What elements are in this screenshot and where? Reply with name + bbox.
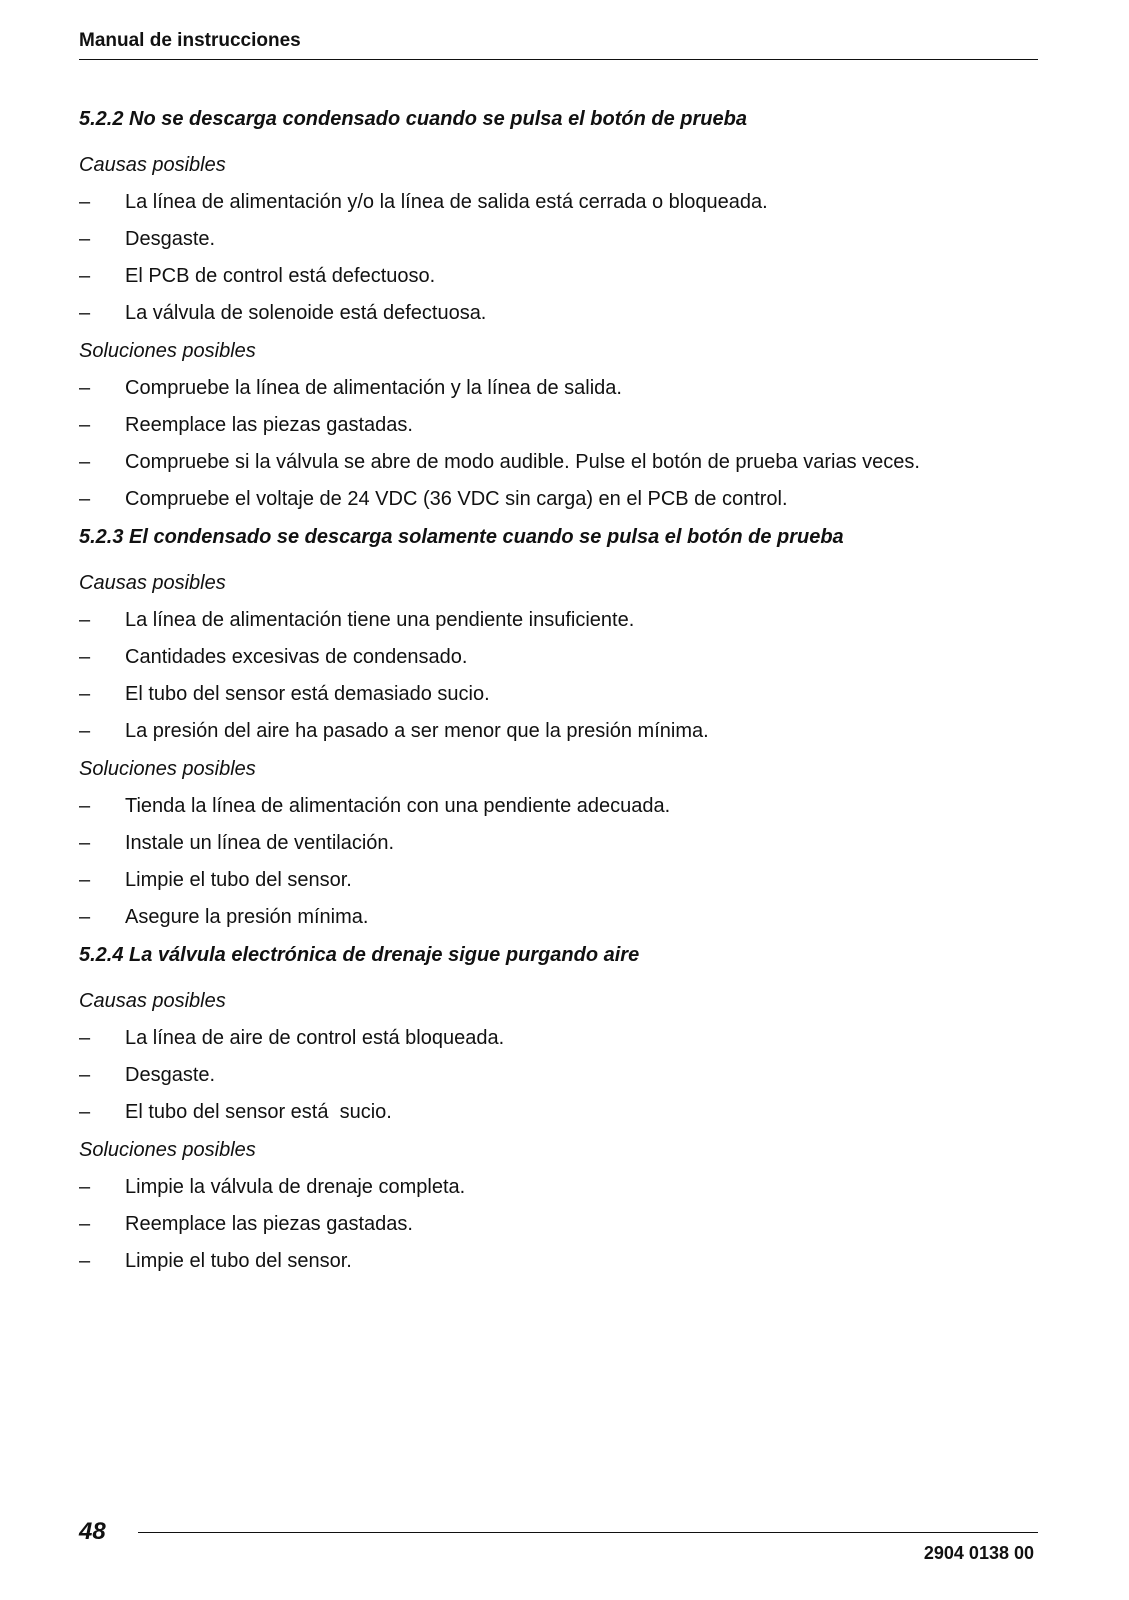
list-item: [79, 261, 1038, 291]
section-title: 5.2.2 No se descarga condensado cuando se pulsa el botón de prueba: [79, 108, 747, 130]
page-number: 48: [79, 1518, 106, 1545]
solutions-label: Soluciones posibles: [79, 340, 256, 362]
dash-bullet: –: [79, 1176, 91, 1198]
list-item: [79, 410, 1038, 440]
dash-bullet: –: [79, 1213, 91, 1235]
section-title: 5.2.4 La válvula electrónica de drenaje sigue purgando aire: [79, 944, 640, 966]
document-number: 2904 0138 00: [923, 1543, 1034, 1563]
dash-bullet: –: [79, 302, 91, 324]
section-5-2-4: [79, 940, 1038, 1276]
list-item: [79, 642, 1038, 672]
list-item-text: El tubo del sensor está demasiado sucio.: [125, 683, 490, 705]
causes-list: [79, 605, 1038, 746]
dash-bullet: –: [79, 869, 91, 891]
dash-bullet: –: [79, 265, 91, 287]
dash-bullet: –: [79, 1027, 91, 1049]
list-item-text: La línea de aire de control está bloqueada.: [125, 1027, 505, 1049]
dash-bullet: –: [79, 906, 91, 928]
section-5-2-2: [79, 104, 1038, 514]
list-item: [79, 716, 1038, 746]
dash-bullet: –: [79, 228, 91, 250]
causes-list: [79, 187, 1038, 328]
dash-bullet: –: [79, 414, 91, 436]
dash-bullet: –: [79, 1250, 91, 1272]
dash-bullet: –: [79, 488, 91, 510]
causes-label: Causas posibles: [79, 154, 226, 176]
list-item: [79, 187, 1038, 217]
list-item-text: Compruebe la línea de alimentación y la línea de salida.: [125, 377, 622, 399]
dash-bullet: –: [79, 832, 91, 854]
dash-bullet: –: [79, 795, 91, 817]
list-item: [79, 1246, 1038, 1276]
list-item: [79, 1023, 1038, 1053]
dash-bullet: –: [79, 377, 91, 399]
list-item-text: La válvula de solenoide está defectuosa.: [125, 302, 487, 324]
list-item-text: Compruebe el voltaje de 24 VDC (36 VDC sin carga) en el PCB de control.: [125, 488, 788, 510]
list-item: [79, 902, 1038, 932]
solutions-list: [79, 1172, 1038, 1276]
list-item: [79, 373, 1038, 403]
list-item: [79, 679, 1038, 709]
solutions-list: [79, 791, 1038, 932]
list-item: [79, 1209, 1038, 1239]
list-item: [79, 791, 1038, 821]
list-item-text: Reemplace las piezas gastadas.: [125, 414, 413, 436]
header-divider: [79, 59, 1038, 60]
dash-bullet: –: [79, 720, 91, 742]
list-item: [79, 298, 1038, 328]
dash-bullet: –: [79, 1101, 91, 1123]
dash-bullet: –: [79, 646, 91, 668]
list-item: [79, 1060, 1038, 1090]
list-item: [79, 865, 1038, 895]
list-item-text: Desgaste.: [125, 228, 216, 250]
solutions-list: [79, 373, 1038, 514]
section-5-2-3: [79, 522, 1038, 932]
list-item-text: El tubo del sensor está sucio.: [125, 1101, 392, 1123]
page-content: [79, 104, 1038, 1284]
section-title: 5.2.3 El condensado se descarga solamente cuando se pulsa el botón de prueba: [79, 526, 844, 548]
page-header-title: Manual de instrucciones: [79, 30, 301, 51]
footer-divider: [138, 1532, 1038, 1533]
list-item-text: Limpie la válvula de drenaje completa.: [125, 1176, 466, 1198]
list-item-text: Reemplace las piezas gastadas.: [125, 1213, 413, 1235]
list-item: [79, 605, 1038, 635]
list-item-text: La presión del aire ha pasado a ser menor que la presión mínima.: [125, 720, 709, 742]
list-item-text: Instale un línea de ventilación.: [125, 832, 395, 854]
causes-list: [79, 1023, 1038, 1127]
list-item: [79, 224, 1038, 254]
list-item-text: El PCB de control está defectuoso.: [125, 265, 436, 287]
list-item-text: Limpie el tubo del sensor.: [125, 869, 352, 891]
causes-label: Causas posibles: [79, 990, 226, 1012]
list-item-text: Tienda la línea de alimentación con una pendiente adecuada.: [125, 795, 671, 817]
dash-bullet: –: [79, 683, 91, 705]
list-item-text: Compruebe si la válvula se abre de modo audible. Pulse el botón de prueba varias veces.: [125, 451, 920, 473]
solutions-label: Soluciones posibles: [79, 1139, 256, 1161]
list-item: [79, 1172, 1038, 1202]
list-item: [79, 828, 1038, 858]
list-item: [79, 1097, 1038, 1127]
list-item-text: La línea de alimentación y/o la línea de salida está cerrada o bloqueada.: [125, 191, 768, 213]
dash-bullet: –: [79, 609, 91, 631]
list-item-text: Cantidades excesivas de condensado.: [125, 646, 468, 668]
list-item: [79, 447, 1038, 477]
dash-bullet: –: [79, 1064, 91, 1086]
dash-bullet: –: [79, 451, 91, 473]
causes-label: Causas posibles: [79, 572, 226, 594]
solutions-label: Soluciones posibles: [79, 758, 256, 780]
list-item-text: Desgaste.: [125, 1064, 216, 1086]
list-item-text: Asegure la presión mínima.: [125, 906, 369, 928]
list-item: [79, 484, 1038, 514]
list-item-text: Limpie el tubo del sensor.: [125, 1250, 352, 1272]
dash-bullet: –: [79, 191, 91, 213]
list-item-text: La línea de alimentación tiene una pendiente insuficiente.: [125, 609, 635, 631]
